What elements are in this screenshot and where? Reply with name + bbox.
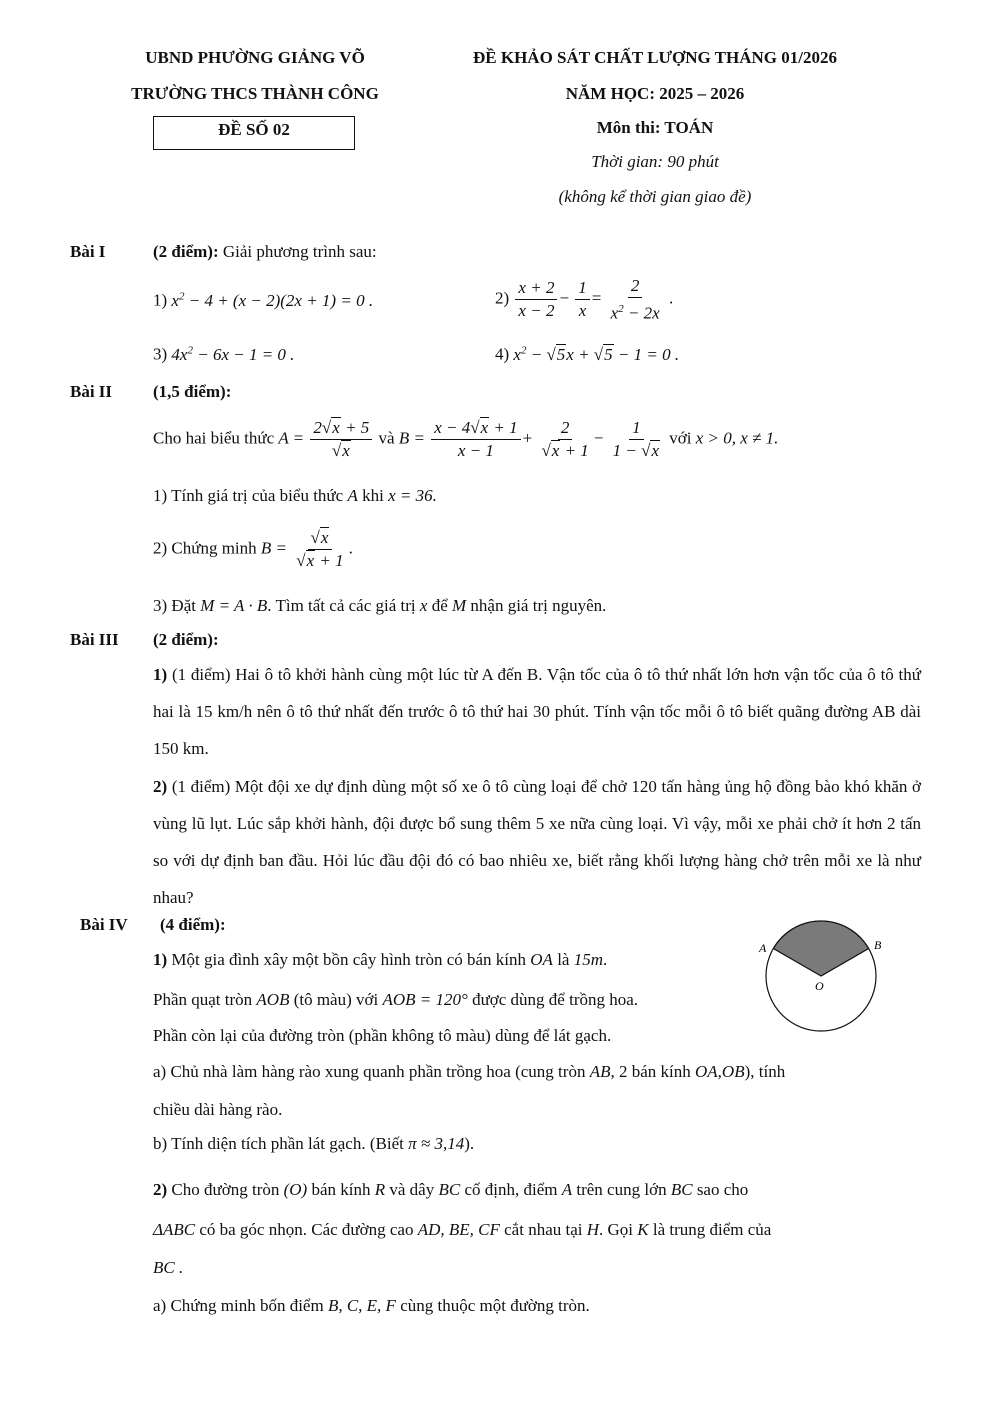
bai4-p2-l2a: có ba góc nhọn. Các đường cao	[199, 1220, 414, 1239]
expr-B1: $\frac{x - 4√x + 1}{x - 1}$	[431, 418, 520, 461]
bai3-points: (2 điểm):	[153, 630, 219, 649]
eq4-number: 4)	[495, 344, 510, 364]
expr-A: $\frac{2√x + 5}{√x}$	[310, 418, 372, 461]
bai4-p1-a-line2: chiều dài hàng rào.	[153, 1100, 283, 1119]
bai4-p2-line2	[153, 1220, 771, 1240]
bai3-p1	[153, 656, 921, 767]
bai3-p2-head: 2)	[153, 777, 168, 796]
bai4-points: (4 điểm):	[160, 915, 226, 934]
altitudes: AD, BE, CF	[417, 1220, 500, 1239]
bai1-intro: Giải phương trình sau:	[222, 242, 377, 261]
point-K: K	[637, 1220, 649, 1239]
bai4-p2-l1a: Cho đường tròn	[171, 1180, 280, 1199]
bai2-q3	[153, 596, 606, 616]
bai4-p1-a2: , 2 bán kính	[610, 1062, 691, 1081]
bai2-intro-prefix: Cho hai biểu thức	[153, 428, 275, 448]
chord-BC: BC	[438, 1180, 461, 1199]
q3-M: M	[451, 596, 467, 615]
bai4-p2-a-text: a) Chứng minh bốn điểm	[153, 1296, 324, 1315]
eq2: 2) $\frac{x + 2}{x - 2}$ − $\frac{1}{x}$ = $\frac{2}{x^2 - 2x}$ .	[495, 276, 674, 323]
q3-for: để	[431, 596, 448, 615]
point-H: H	[586, 1220, 600, 1239]
bai1-points: (2 điểm):	[153, 242, 219, 261]
sector-angle: AOB = 120°	[382, 990, 468, 1009]
eq2-frac1: $\frac{x + 2}{x - 2}$	[515, 278, 557, 321]
radius-value: 15m	[573, 950, 603, 969]
eq2-number: 2)	[495, 288, 510, 308]
school-name: TRƯỜNG THCS THÀNH CÔNG	[131, 84, 379, 103]
sector-label: AOB	[256, 990, 290, 1009]
expr-B2: $\frac{2}{√x + 1}$	[541, 418, 589, 460]
point-A-label: A	[759, 941, 767, 955]
q1-text: 1) Tính giá trị của biểu thức	[153, 486, 344, 505]
point-A: A	[561, 1180, 573, 1199]
bai3-p2-text: (1 điểm) Một đội xe dự định dùng một số xe ô tô cùng loại để chở 120 tấn hàng ủng hộ đồng bào khó khăn ở vùng lũ lụt. Lúc sắp khởi hành, đội được bổ sung thêm 5 xe nữa cùng loại. Vì vậy, mỗi xe phải chở ít hơn 2 tấn so với dự định ban đầu. Hỏi lúc đầu đội đó có bao nhiêu xe, biết rằng khối lượng hàng chở trên mỗi xe là như nhau?	[153, 777, 922, 907]
bai3-p1-text: (1 điểm) Hai ô tô khởi hành cùng một lúc từ A đến B. Vận tốc của ô tô thứ nhất lớn hơn vận tốc của ô tô thứ hai là 15 km/h nên ô tô thứ nhất đến trước ô tô thứ hai 30 phút. Tính vận tốc mỗi ô tô biết quãng đường AB dài 150 km.	[153, 665, 921, 758]
bai4-p1-b	[153, 1134, 474, 1154]
bai1-heading	[153, 242, 377, 262]
eq3	[153, 344, 294, 365]
eq1-expression: $x^2 - 4 + (x - 2)(2x + 1) = 0$ .	[171, 290, 374, 310]
eq3-number: 3)	[153, 344, 168, 364]
exam-time: Thời gian: 90 phút	[591, 152, 719, 171]
arc-label: AB	[589, 1062, 611, 1081]
bai2-points: (1,5 điểm):	[153, 382, 232, 401]
bai4-label: Bài IV	[80, 915, 128, 934]
expr-B-result: $\frac{√x}{√x + 1}$	[296, 528, 344, 570]
four-points: B, C, E, F	[327, 1296, 396, 1315]
bai4-p1-b-text: b) Tính diện tích phần lát gạch. (Biết	[153, 1134, 404, 1153]
q3-x: x	[419, 596, 428, 615]
q3-def: M = A · B	[200, 596, 268, 615]
eq4	[495, 344, 679, 365]
bai3-label: Bài III	[70, 630, 119, 649]
bai3-p1-head: 1)	[153, 665, 168, 684]
bai4-p2-a	[153, 1296, 590, 1316]
exam-title: ĐỀ KHẢO SÁT CHẤT LƯỢNG THÁNG 01/2026	[473, 48, 837, 67]
var-R: R	[374, 1180, 386, 1199]
bai4-p1-text2a: Phần quạt tròn	[153, 990, 253, 1009]
point-O-label: O	[815, 979, 824, 993]
bai4-p1-text1: Một gia đình xây một bồn cây hình tròn có bán kính	[171, 950, 527, 969]
bai4-p1-line3: Phần còn lại của đường tròn (phần không tô màu) dùng để lát gạch.	[153, 1026, 612, 1045]
eq1-number: 1)	[153, 290, 168, 310]
bai3-p2	[153, 768, 921, 916]
q1-value: x = 36.	[388, 486, 437, 505]
eq2-frac2: $\frac{1}{x}$	[575, 278, 590, 321]
bai4-p1-a1: a) Chủ nhà làm hàng rào xung quanh phần trồng hoa (cung tròn	[153, 1062, 586, 1081]
pi-approx: π ≈ 3,14	[408, 1134, 465, 1153]
bai2-q2: 2) Chứng minh B = $\frac{√x}{√x + 1}$ .	[153, 528, 353, 570]
subject: Môn thi: TOÁN	[596, 118, 714, 137]
bai4-p1-text2c: được dùng để trồng hoa.	[472, 990, 639, 1009]
bai4-p2-line1	[153, 1180, 748, 1200]
bai2-q1	[153, 486, 437, 506]
q1-when: khi	[362, 486, 384, 505]
radii-label: OA,OB	[695, 1062, 745, 1081]
bai4-p2-line3: BC .	[153, 1258, 184, 1277]
bai4-p2-l1b: bán kính	[311, 1180, 371, 1199]
eq3-expression: $4x^2 - 6x - 1 = 0$ .	[171, 344, 295, 364]
with-word: với	[669, 428, 692, 448]
bai4-p1-a3: ), tính	[744, 1062, 786, 1081]
bai4-p1-head: 1)	[153, 950, 168, 969]
bai4-p2-l2c: . Gọi	[599, 1220, 634, 1239]
condition: x > 0, x ≠ 1.	[695, 428, 779, 448]
expr-B3: $\frac{1}{1 - √x}$	[612, 418, 660, 460]
q3-prefix: 3) Đặt	[153, 596, 196, 615]
bai4-p2-l2d: là trung điểm của	[652, 1220, 772, 1239]
bai4-p1-line1: 1) Một gia đình xây một bồn cây hình tròn có bán kính OA là 15m.	[153, 950, 608, 969]
exam-code: ĐỀ SỐ 02	[218, 120, 290, 139]
bai4-p1-b-end: ).	[464, 1134, 475, 1153]
bai1-label: Bài I	[70, 242, 106, 261]
arc-BC: BC	[670, 1180, 693, 1199]
bai2-intro: Cho hai biểu thức A = $\frac{2√x + 5}{√x}$ và B = $\frac{x - 4√x + 1}{x - 1}$ + $\frac{2}{√x + 1}$ − $\frac{1}{1 - √x}$ với x > 0, x ≠ 1.	[153, 418, 779, 460]
bai4-p2-l1e: trên cung lớn	[576, 1180, 667, 1199]
bai4-p2-l1d: cố định, điểm	[464, 1180, 558, 1199]
exam-time-note: (không kể thời gian giao đề)	[558, 187, 752, 206]
bai4-p2-l1f: sao cho	[696, 1180, 749, 1199]
q2-text: 2) Chứng minh	[153, 538, 257, 558]
q1-var: A	[347, 486, 358, 505]
bai4-p1-a	[153, 1062, 785, 1082]
bai4-p2-head: 2)	[153, 1180, 168, 1199]
and-word: và	[378, 428, 395, 448]
school-district: UBND PHƯỜNG GIẢNG VÕ	[145, 48, 365, 67]
bai2-label: Bài II	[70, 382, 113, 401]
circle-O: (O)	[283, 1180, 308, 1199]
q3-mid: . Tìm tất cả các giá trị	[267, 596, 416, 615]
school-year: NĂM HỌC: 2025 – 2026	[565, 84, 745, 103]
bai4-p2-a-end: cùng thuộc một đường tròn.	[400, 1296, 590, 1315]
point-B-label: B	[874, 938, 882, 952]
sector-figure	[755, 920, 895, 1050]
bai4-p1-text2b: (tô màu) với	[293, 990, 379, 1009]
eq1	[153, 290, 373, 311]
eq2-frac3: $\frac{2}{x^2 - 2x}$	[610, 276, 660, 323]
triangle-ABC: ΔABC	[153, 1220, 196, 1239]
bai4-p1-la: là	[557, 950, 570, 969]
bai4-p2-l2b: cắt nhau tại	[504, 1220, 583, 1239]
bai4-p1-line2	[153, 990, 638, 1010]
eq4-expression: $x^2 - √5x + √5 - 1 = 0$ .	[513, 344, 680, 364]
bai4-p2-l1c: và dây	[389, 1180, 435, 1199]
radius-label: OA	[530, 950, 553, 969]
q3-end: nhận giá trị nguyên.	[470, 596, 607, 615]
shaded-sector	[773, 921, 868, 976]
